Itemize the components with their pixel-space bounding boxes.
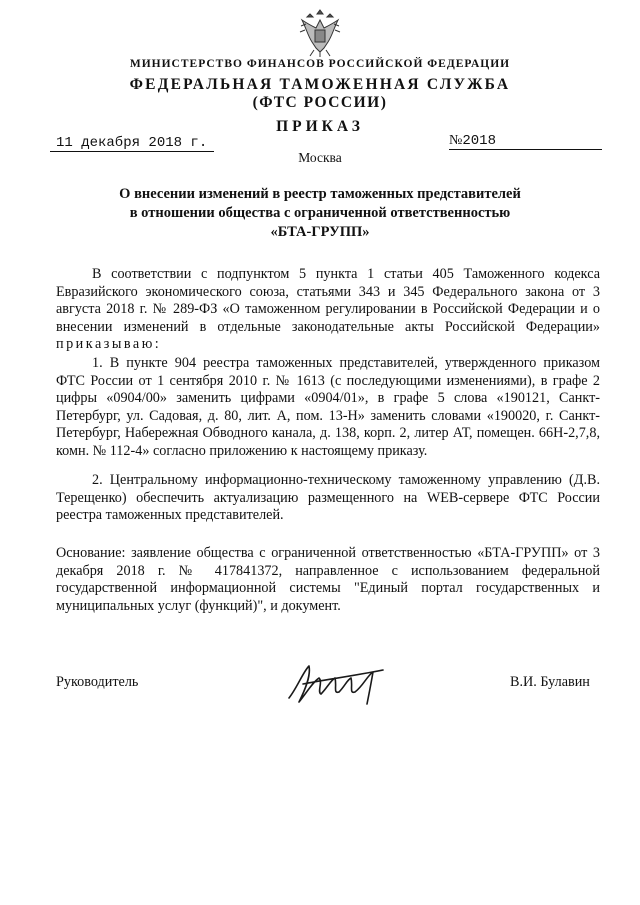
signer-name: В.И. Булавин [510, 674, 590, 690]
number-prefix: № [449, 133, 463, 148]
title-line-3: «БТА-ГРУПП» [270, 224, 370, 240]
signer-role: Руководитель [56, 674, 139, 690]
order-number [449, 133, 602, 150]
clause-2-paragraph [56, 472, 600, 525]
basis-paragraph [56, 545, 600, 615]
clause-2-text: 2. Центральному информационно-техническому таможенному управлению (Д.В. Терещенко) обеспечить актуализацию размещенного на WEB-сервере ФТС России реестра таможенных представителей. [56, 472, 600, 523]
service-name: ФЕДЕРАЛЬНАЯ ТАМОЖЕННАЯ СЛУЖБА [129, 76, 511, 93]
basis-text: Основание: заявление общества с ограниченной ответственностью «БТА-ГРУПП» от 3 декабря 2018 г. № 417841372, направленное с использованием федеральной государственной информационной системы "Единый портал государственных и муниципальных услуг (функций)", и документ. [56, 545, 600, 614]
clause-1-paragraph [56, 355, 600, 460]
service-abbreviation: (ФТС РОССИИ) [252, 94, 388, 111]
city: Москва [298, 150, 342, 165]
handwritten-signature [283, 658, 393, 708]
order-date: 11 декабря 2018 г. [50, 136, 214, 152]
title-line-1: О внесении изменений в реестр таможенных представителей [119, 186, 521, 202]
number-value: 2018 [462, 133, 496, 149]
title-line-2: в отношении общества с ограниченной ответственностью [129, 205, 511, 221]
clause-1-text: 1. В пункте 904 реестра таможенных представителей, утвержденного приказом ФТС России от 1 сентября 2010 г. № 1613 (с последующими изменениями), в графе 2 цифры «0904/00» заменить цифрами «0904/01», в графе 5 слова «190121, Санкт-Петербург, ул. Садовая, д. 80, лит. А, пом. 13-Н» заменить словами «190020, г. Санкт-Петербург, Набережная Обводного канала, д. 138, корп. 2, литер АТ, помещен. 66Н-2,7,8, комн. № 112-4» согласно приложению к настоящему приказу. [56, 355, 600, 459]
preamble-text: В соответствии с подпунктом 5 пункта 1 статьи 405 Таможенного кодекса Евразийского экономического союза, статьями 343 и 345 Федерального закона от 3 августа 2018 г. № 289-ФЗ «О таможенном регулировании в Российской Федерации и о внесении изменений в отдельные законодательные акты Российской Федерации» [56, 266, 600, 335]
coat-of-arms-emblem [296, 6, 344, 58]
document-type: ПРИКАЗ [276, 118, 364, 135]
ministry-name: МИНИСТЕРСТВО ФИНАНСОВ РОССИЙСКОЙ ФЕДЕРАЦИИ [129, 58, 511, 70]
order-word: приказываю: [56, 336, 162, 352]
preamble-paragraph [56, 266, 600, 354]
document-title [0, 185, 640, 242]
